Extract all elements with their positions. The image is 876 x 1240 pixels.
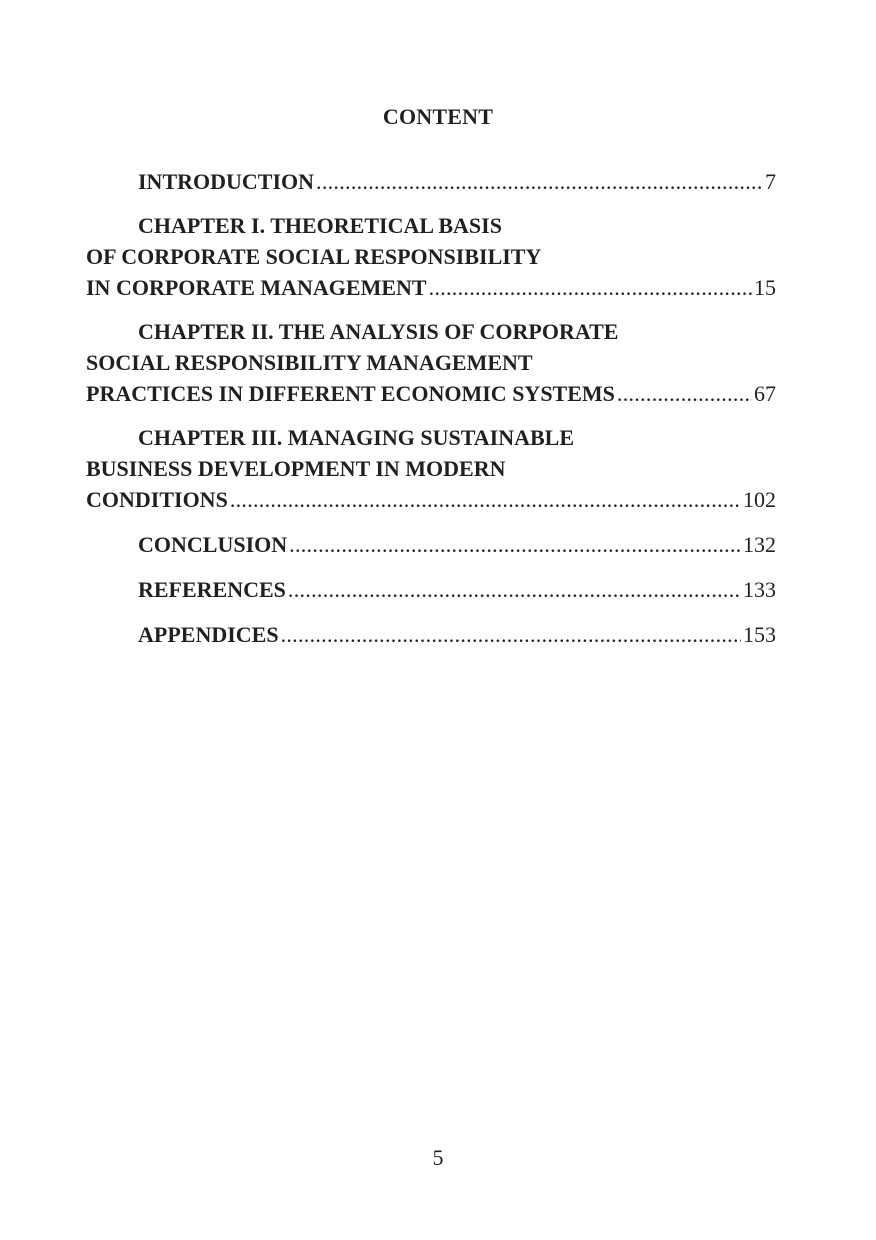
toc-entry-page: 67 [754,381,776,406]
toc-entry-title-line: CHAPTER II. THE ANALYSIS OF CORPORATE [138,319,619,344]
toc-entry-page: 132 [743,532,776,557]
toc-entry-title-line: CHAPTER I. THEORETICAL BASIS [138,213,502,238]
toc-entry-page: 153 [743,622,776,647]
toc-entry-title: CONDITIONS [86,487,228,512]
page-title: CONTENT [382,104,494,129]
toc-entry-title-line: OF CORPORATE SOCIAL RESPONSIBILITY [86,244,542,269]
dot-leader [617,378,752,409]
toc-entry-line [86,529,776,560]
toc-entry-title: PRACTICES IN DIFFERENT ECONOMIC SYSTEMS [86,381,615,406]
dot-leader [288,574,741,605]
dot-leader [429,272,752,303]
toc-entry-line [86,166,776,197]
toc-entry-chapter-2[interactable] [86,316,776,409]
dot-leader [289,529,741,560]
toc-entry-title: INTRODUCTION [138,169,315,194]
dot-leader [281,619,741,650]
page-number: 5 [432,1145,444,1170]
toc-entry-conclusion[interactable] [86,529,776,560]
toc-entry-page: 15 [754,275,776,300]
toc-entry-chapter-3[interactable] [86,422,776,515]
toc-entry-line [86,272,776,303]
toc-entry-title-line: CHAPTER III. MANAGING SUSTAINABLE [138,425,574,450]
toc-entry-appendices[interactable] [86,619,776,650]
toc-entry-line [86,574,776,605]
toc-entry-title: REFERENCES [138,577,286,602]
dot-leader [230,484,741,515]
toc-entry-title: APPENDICES [138,622,279,647]
toc-entry-references[interactable] [86,574,776,605]
toc-entry-title-line: SOCIAL RESPONSIBILITY MANAGEMENT [86,350,533,375]
toc-entry-title-line: BUSINESS DEVELOPMENT IN MODERN [86,456,506,481]
toc-entry-line [86,378,776,409]
toc-entry-introduction[interactable] [86,166,776,197]
toc-entry-page: 7 [765,169,776,194]
toc-entry-line [86,619,776,650]
toc-entry-title: CONCLUSION [138,532,288,557]
toc-entry-page: 102 [743,487,776,512]
dot-leader [316,166,763,197]
toc-entry-title: IN CORPORATE MANAGEMENT [86,275,427,300]
table-of-contents [86,166,776,650]
toc-entry-chapter-1[interactable] [86,210,776,303]
toc-entry-line [86,484,776,515]
toc-entry-page: 133 [743,577,776,602]
